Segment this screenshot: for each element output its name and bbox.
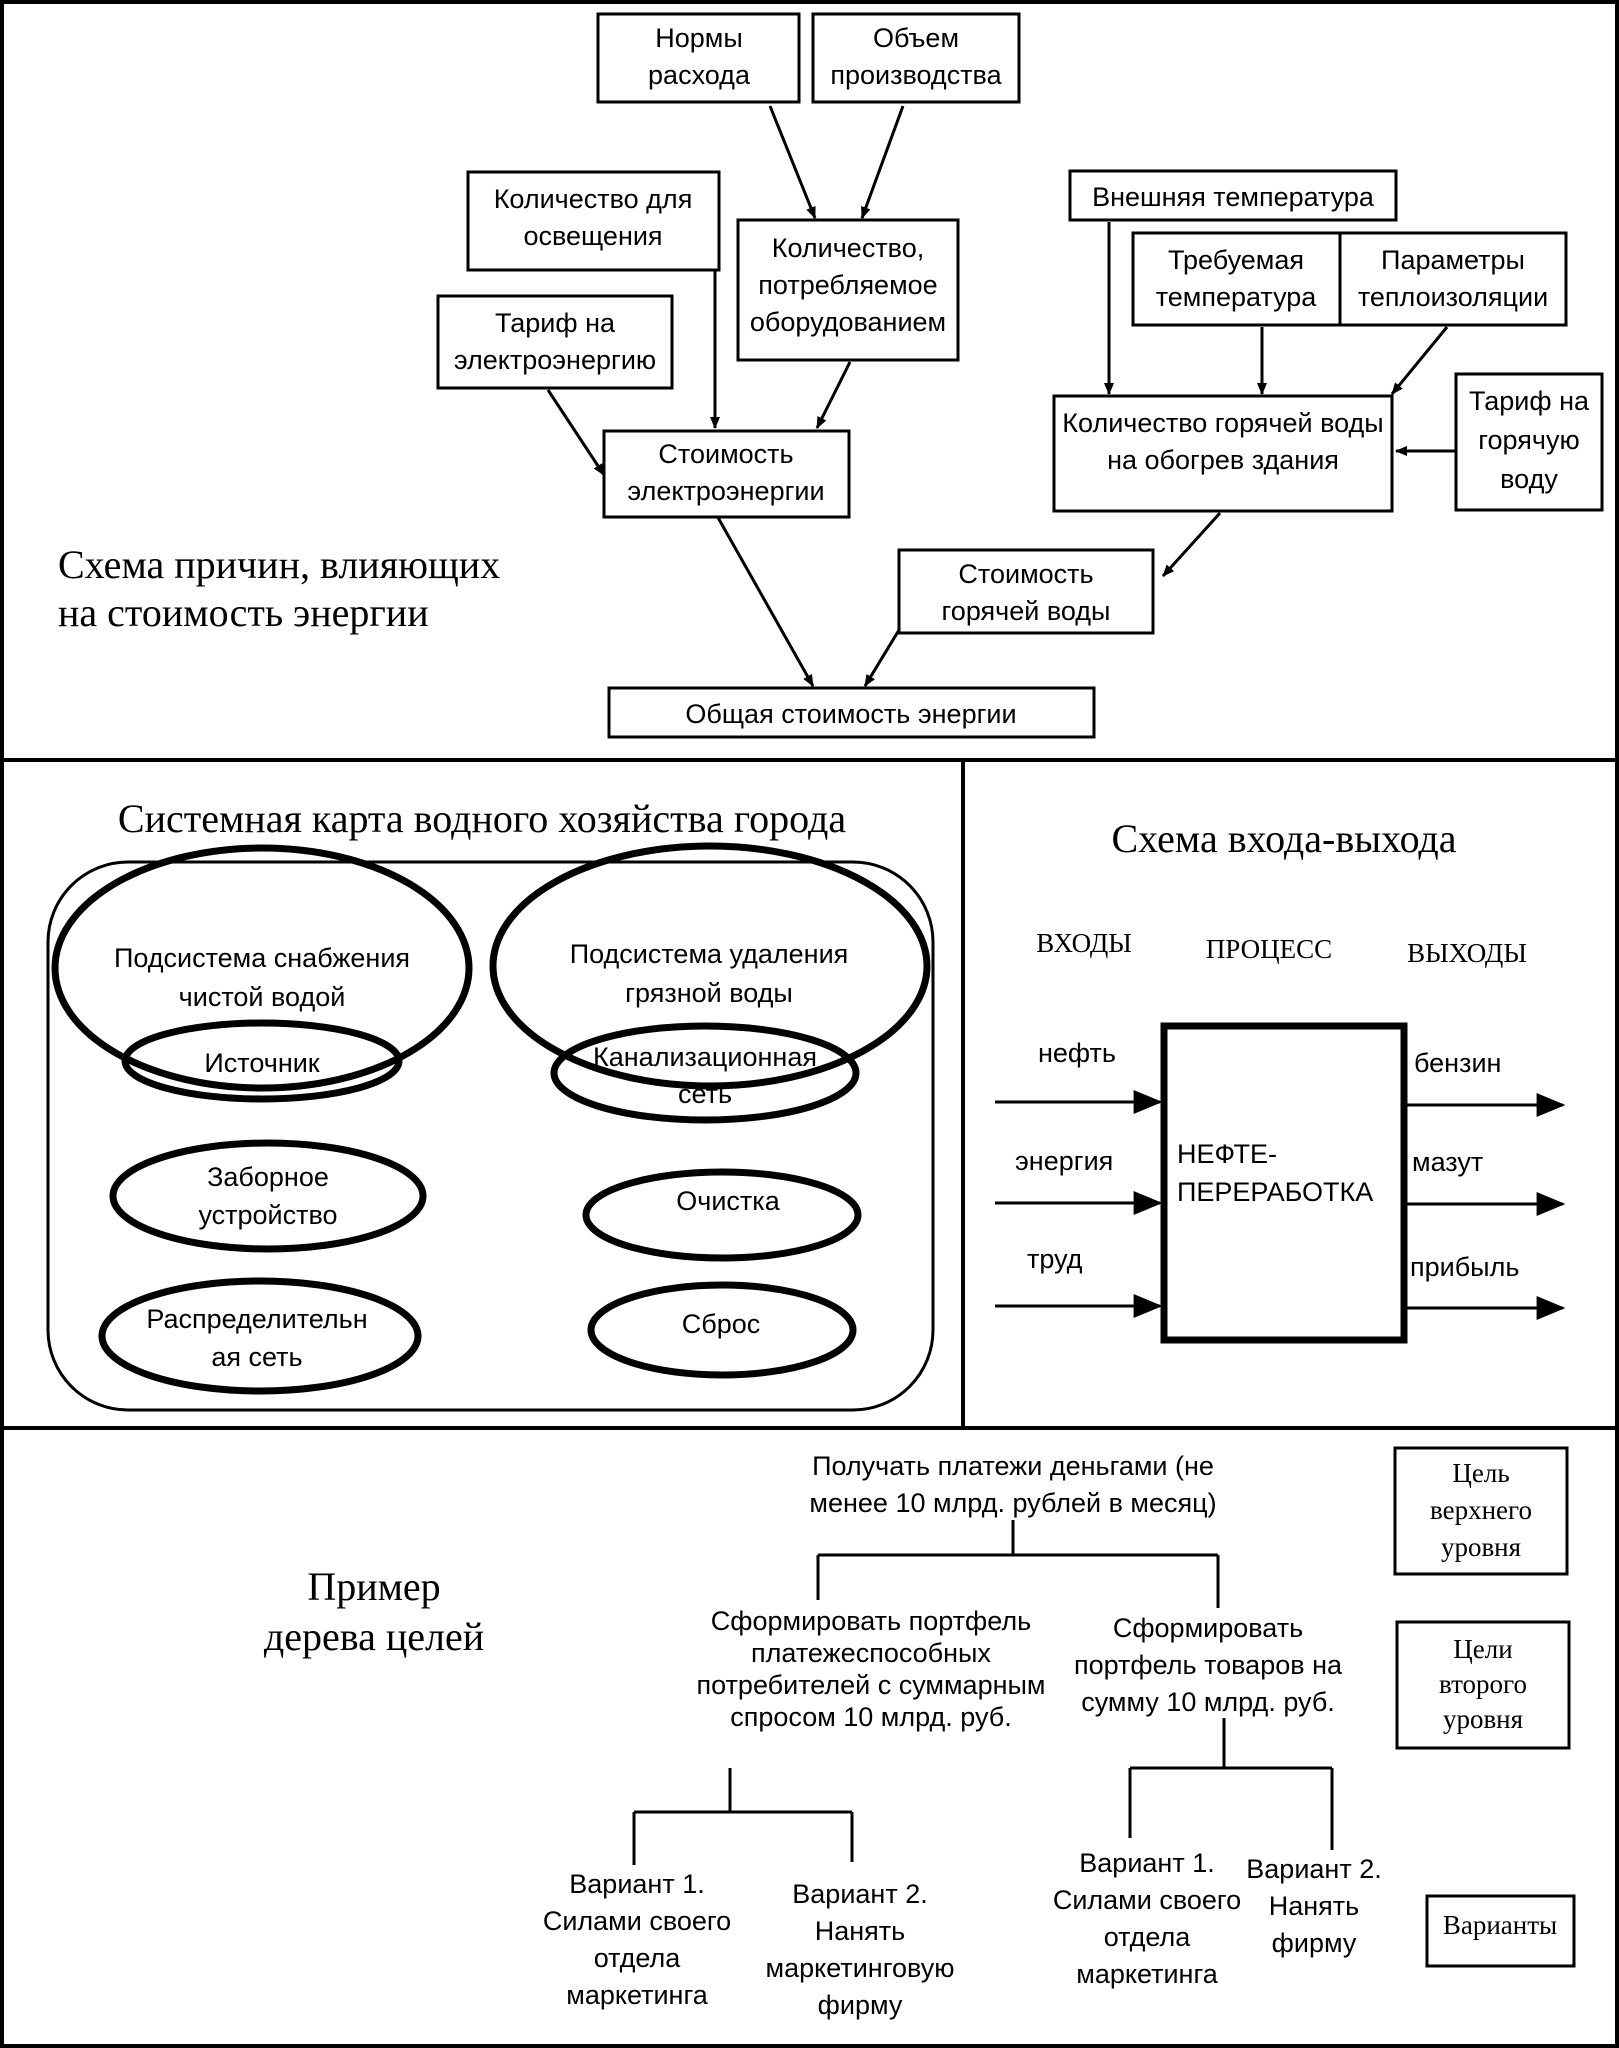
text-line: платежеспособных [751, 1638, 991, 1668]
text-line: отдела [593, 1943, 681, 1973]
text-line: грязной воды [625, 978, 793, 1008]
equipment-label [750, 233, 946, 337]
intake-ellipse [113, 1143, 423, 1249]
text-line: менее 10 млрд. рублей в месяц) [809, 1488, 1217, 1518]
text-line: потребляемое [758, 270, 938, 300]
text-line: оборудованием [749, 307, 947, 337]
io-title: Схема входа-выхода [1111, 816, 1457, 861]
text-line: дерева целей [263, 1614, 485, 1659]
text-line: Вариант 2. [1246, 1854, 1382, 1884]
top-goal-label [809, 1451, 1216, 1518]
text-line: фирму [817, 1990, 903, 2020]
text-line: температура [1155, 282, 1317, 312]
text-line: Схема причин, влияющих [58, 542, 501, 587]
text-line: Источник [204, 1048, 320, 1078]
text-line: Сброс [681, 1309, 761, 1339]
total-energy-cost-label [685, 699, 1016, 729]
distribution-ellipse [102, 1281, 418, 1391]
process-header: ПРОЦЕСС [1205, 934, 1333, 964]
text-line: Стоимость [958, 559, 1094, 589]
text-line: Внешняя температура [1092, 182, 1374, 212]
text-line: уровня [1440, 1532, 1522, 1562]
distribution-label [146, 1304, 367, 1372]
arrow-equipment-to-cost-el [817, 362, 850, 428]
text-line: Количество горячей воды [1062, 408, 1384, 438]
text-line: маркетинга [1076, 1959, 1218, 1989]
text-line: Количество для [493, 184, 693, 214]
text-line: расхода [648, 60, 750, 90]
energy-scheme-title [58, 542, 500, 635]
text-line: Канализационная [593, 1042, 817, 1072]
text-line: Параметры [1381, 245, 1525, 275]
text-line: электроэнергии [627, 476, 825, 506]
text-line: теплоизоляции [1357, 282, 1549, 312]
text-line: устройство [198, 1200, 338, 1230]
text-line: чистой водой [178, 982, 346, 1012]
text-line: НЕФТЕ- [1177, 1139, 1278, 1169]
text-line: освещения [523, 221, 663, 251]
text-line: Цели [1453, 1634, 1513, 1664]
goal-tree [264, 1448, 1574, 2020]
text-line: Пример [307, 1564, 441, 1609]
text-line: Вариант 1. [569, 1869, 705, 1899]
arrow-tariff-el-to-cost-el [548, 390, 604, 475]
text-line: Силами своего [542, 1906, 732, 1936]
text-line: Подсистема снабжения [113, 943, 411, 973]
arrow-cost-hw-to-total [865, 630, 899, 686]
arrow-hw-to-cost-hw [1163, 513, 1220, 576]
text-line: маркетинга [566, 1980, 708, 2010]
text-line: Варианты [1442, 1910, 1558, 1940]
arrow-insulation-to-hw [1392, 327, 1447, 394]
output-label-fuel-oil: мазут [1412, 1147, 1484, 1177]
text-line: ая сеть [211, 1342, 303, 1372]
text-line: уровня [1442, 1704, 1524, 1734]
input-label-oil: нефть [1038, 1038, 1116, 1068]
text-line: отдела [1103, 1922, 1191, 1952]
text-line: Сформировать портфель [710, 1606, 1032, 1636]
text-line: фирму [1271, 1928, 1357, 1958]
second-level-goal-right [1074, 1613, 1343, 1717]
text-line: Вариант 1. [1079, 1848, 1215, 1878]
inputs-header: ВХОДЫ [1036, 928, 1132, 958]
outputs-header: ВЫХОДЫ [1407, 938, 1527, 968]
energy-cause-scheme [58, 14, 1602, 737]
text-line: Сформировать [1112, 1613, 1304, 1643]
text-line: Распределительн [146, 1304, 368, 1334]
text-line: портфель товаров на [1073, 1650, 1343, 1680]
text-line: Заборное [207, 1162, 329, 1192]
text-line: потребителей с суммарным [696, 1670, 1046, 1700]
removal-subsystem-label [570, 939, 849, 1008]
variant-right-2 [1246, 1854, 1381, 1958]
text-line: горячей воды [941, 596, 1111, 626]
input-label-labor: труд [1027, 1244, 1083, 1274]
arrow-cost-el-to-total [716, 514, 813, 686]
text-line: Тариф на [494, 308, 616, 338]
variant-left-2 [766, 1879, 955, 2020]
text-line: на обогрев здания [1107, 445, 1339, 475]
text-line: ПЕРЕРАБОТКА [1177, 1177, 1374, 1207]
text-line: воду [1500, 464, 1558, 494]
text-line: Требуемая [1168, 245, 1304, 275]
text-line: Объем [872, 23, 960, 53]
input-label-energy: энергия [1015, 1146, 1114, 1176]
water-system-map [48, 796, 933, 1410]
text-line: Получать платежи деньгами (не [812, 1451, 1214, 1481]
text-line: Подсистема удаления [569, 939, 849, 969]
text-line: Общая стоимость энергии [685, 699, 1017, 729]
discharge-label [682, 1309, 761, 1339]
text-line: производства [830, 60, 1002, 90]
arrow-volume-to-equipment [862, 106, 903, 218]
text-line: Силами своего [1052, 1885, 1242, 1915]
goal-tree-title [264, 1564, 484, 1659]
text-line: Вариант 2. [792, 1879, 928, 1909]
outside-temperature-label [1092, 182, 1375, 212]
text-line: сумму 10 млрд. руб. [1081, 1687, 1335, 1717]
second-level-goal-left [697, 1606, 1046, 1732]
output-label-profit: прибыль [1410, 1252, 1520, 1282]
text-line: сеть [677, 1079, 733, 1109]
water-map-title: Системная карта водного хозяйства города [117, 796, 847, 841]
text-line: Нормы [655, 23, 743, 53]
intake-label [198, 1162, 337, 1230]
supply-subsystem-label [114, 943, 410, 1012]
text-line: Цель [1452, 1458, 1510, 1488]
output-label-gasoline: бензин [1414, 1048, 1502, 1078]
text-line: спросом 10 млрд. руб. [730, 1702, 1012, 1732]
input-output-scheme [995, 816, 1563, 1340]
text-line: электроэнергию [453, 345, 657, 375]
source-label [204, 1048, 319, 1078]
cleaning-label [676, 1186, 780, 1216]
text-line: второго [1439, 1669, 1527, 1699]
text-line: Нанять [1268, 1891, 1360, 1921]
text-line: Нанять [814, 1916, 906, 1946]
text-line: верхнего [1430, 1495, 1532, 1525]
text-line: горячую [1478, 425, 1580, 455]
arrow-norms-to-equipment [770, 106, 815, 218]
variant-left-1 [543, 1869, 731, 2010]
text-line: Тариф на [1468, 386, 1590, 416]
text-line: маркетинговую [765, 1953, 955, 1983]
legend-variants-label [1443, 1910, 1557, 1940]
text-line: на стоимость энергии [58, 590, 429, 635]
text-line: Количество, [771, 233, 925, 263]
variant-right-1 [1053, 1848, 1241, 1989]
text-line: Стоимость [658, 439, 794, 469]
text-line: Очистка [676, 1186, 780, 1216]
